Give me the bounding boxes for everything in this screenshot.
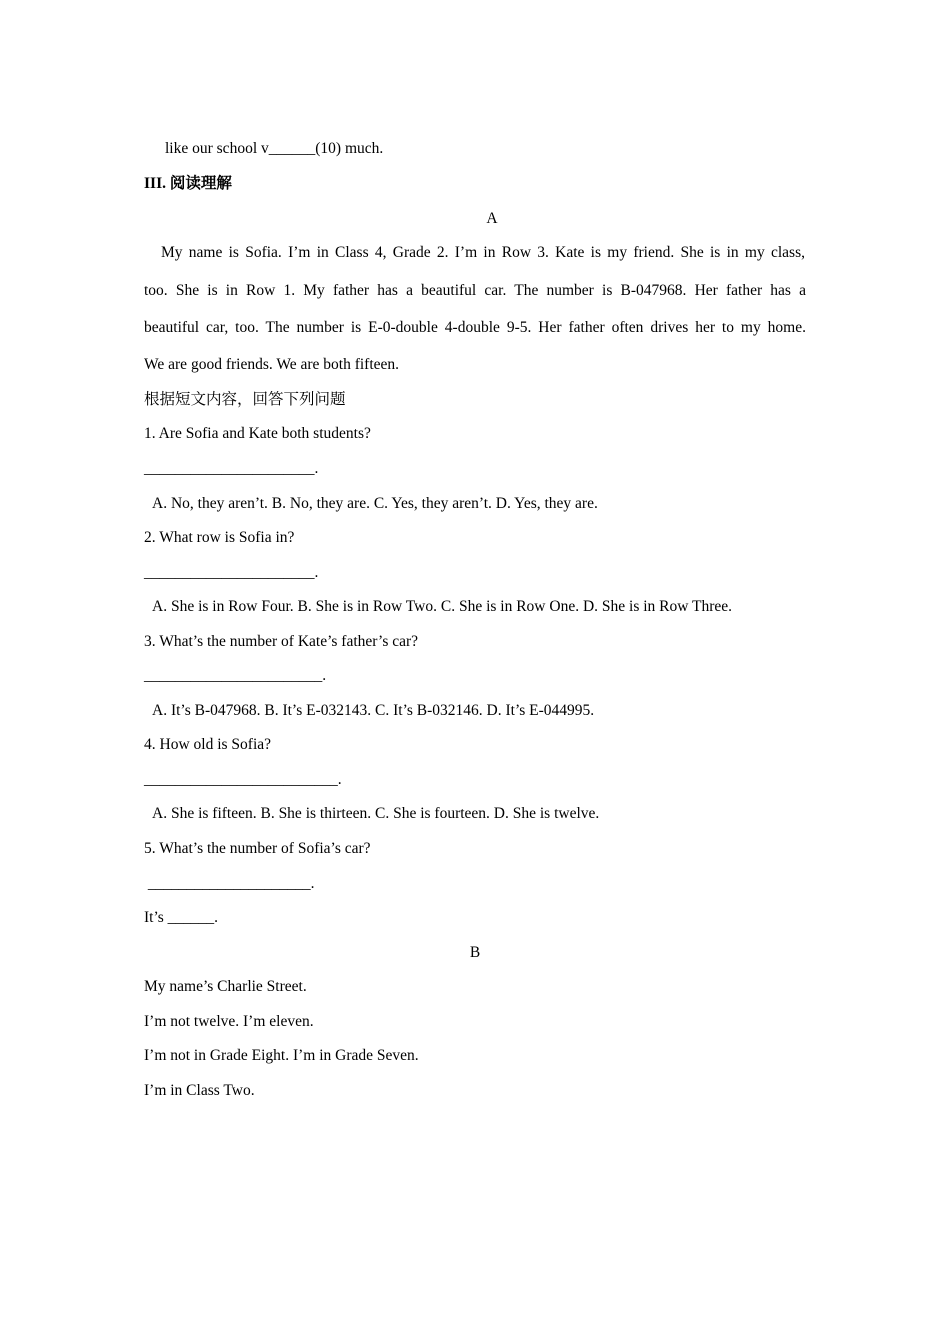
options-4: A. She is fifteen. B. She is thirteen. C. She is fourteen. D. She is twelve. (152, 805, 600, 822)
passage-a-heading: A (486, 210, 498, 227)
question-1: 1. Are Sofia and Kate both students? (144, 425, 371, 442)
section-title: III. 阅读理解 (144, 175, 232, 192)
options-1: A. No, they aren’t. B. No, they are. C. Yes, they aren’t. D. Yes, they are. (152, 495, 598, 512)
question-2: 2. What row is Sofia in? (144, 529, 295, 546)
answer-line-5: It’s ______. (144, 909, 219, 926)
passage-a-line-1: My name is Sofia. I’m in Class 4, Grade 2. I’m in Row 3. Kate is my friend. She is in my class, (161, 244, 805, 261)
instruction-text: 根据短文内容，回答下列问题 (144, 391, 346, 408)
question-3: 3. What’s the number of Kate’s father’s car? (144, 633, 419, 650)
passage-b-heading: B (469, 944, 481, 961)
answer-blank-1: ______________________. (144, 460, 319, 477)
question-4: 4. How old is Sofia? (144, 736, 272, 753)
passage-b-line-3: I’m not in Grade Eight. I’m in Grade Seven. (144, 1047, 419, 1064)
answer-blank-3: _______________________. (144, 667, 327, 684)
passage-b-line-4: I’m in Class Two. (144, 1082, 255, 1099)
passage-b-line-2: I’m not twelve. I’m eleven. (144, 1013, 314, 1030)
fill-in-line: like our school v______(10) much. (165, 140, 384, 157)
passage-a-line-4: We are good friends. We are both fifteen. (144, 356, 400, 373)
answer-blank-4: _________________________. (144, 771, 342, 788)
answer-blank-2: ______________________. (144, 564, 319, 581)
passage-b-line-1: My name’s Charlie Street. (144, 978, 307, 995)
passage-a-line-3: beautiful car, too. The number is E-0-double 4-double 9-5. Her father often drives her to my home. (144, 319, 806, 336)
passage-a-line-2: too. She is in Row 1. My father has a beautiful car. The number is B-047968. Her father has a (144, 282, 806, 299)
question-5: 5. What’s the number of Sofia’s car? (144, 840, 371, 857)
options-2: A. She is in Row Four. B. She is in Row Two. C. She is in Row One. D. She is in Row Three. (152, 598, 733, 615)
answer-blank-5: _____________________. (144, 875, 315, 892)
options-3: A. It’s B-047968. B. It’s E-032143. C. It’s B-032146. D. It’s E-044995. (152, 702, 595, 719)
